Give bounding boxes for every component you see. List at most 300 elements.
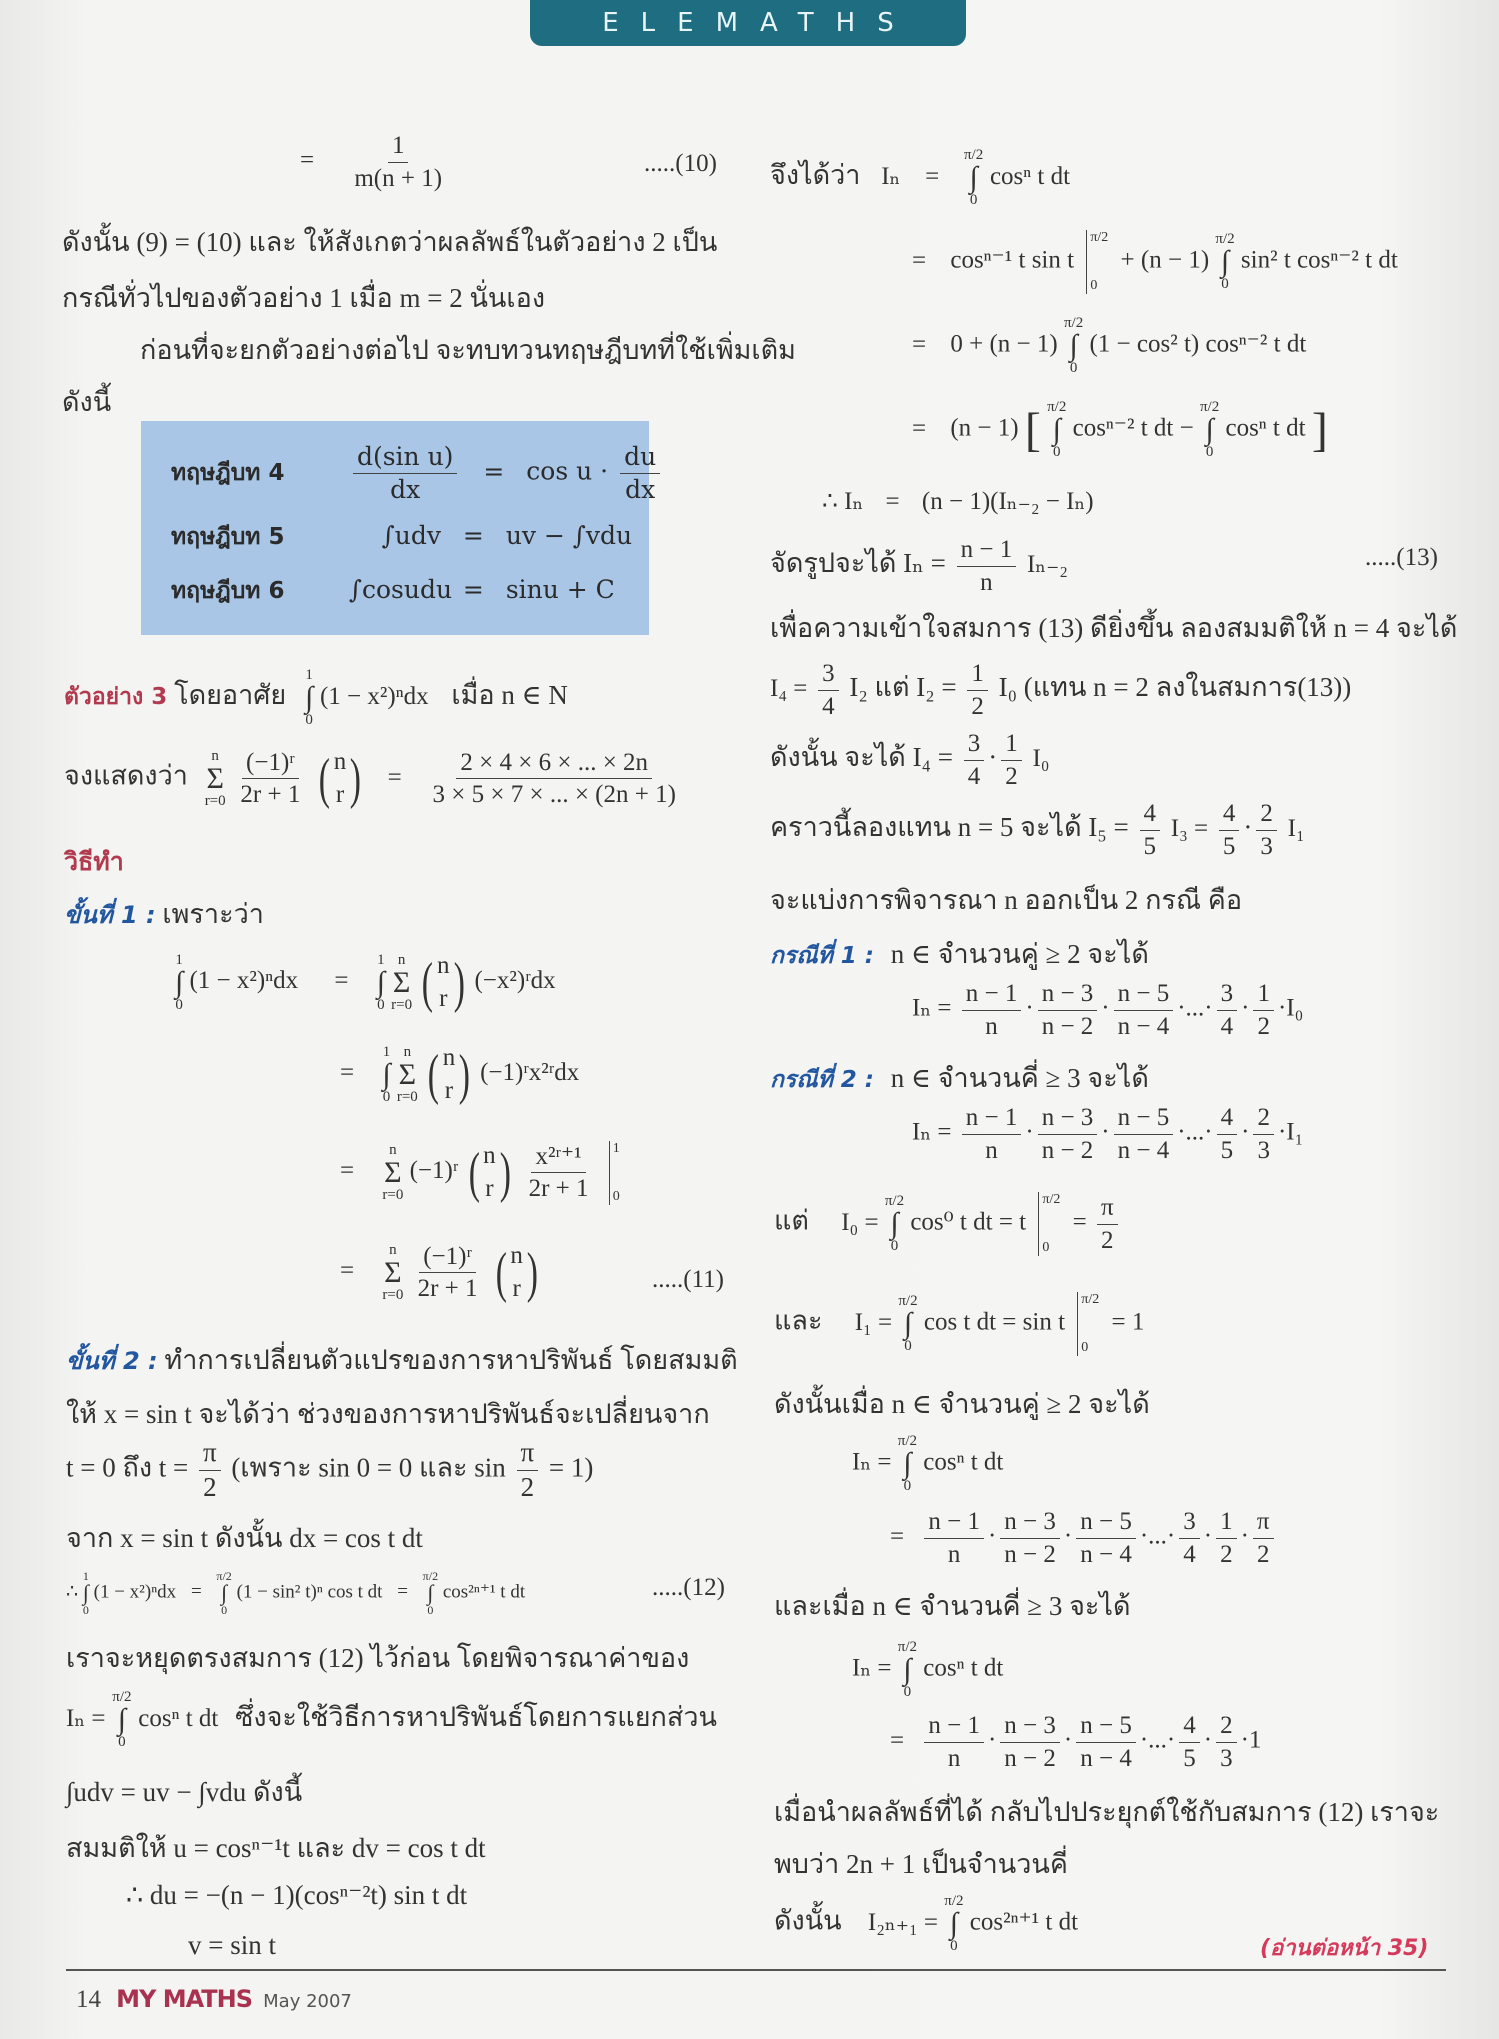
integrand: cosⁿ t dt — [923, 1448, 1004, 1476]
integrand: cos⁰ t dt = t — [910, 1208, 1027, 1236]
term: (n − 1) — [950, 414, 1019, 442]
final-line — [774, 1894, 1078, 1954]
binomial: ( n r ) — [427, 1043, 471, 1106]
term: I₄ = — [770, 675, 808, 703]
fraction — [236, 749, 304, 809]
denominator: 4 — [1220, 1012, 1234, 1040]
upper-limit: π/2 — [1063, 315, 1084, 331]
integrand: cos t dt = sin t — [923, 1308, 1066, 1336]
text: (เพราะ sin 0 = 0 และ sin — [231, 1452, 506, 1483]
denominator: 5 — [1220, 1136, 1234, 1164]
result: = 1 — [1111, 1308, 1145, 1336]
fraction — [1256, 800, 1277, 860]
denominator: 2r + 1 — [417, 1275, 478, 1302]
upper-limit: π/2 — [963, 147, 984, 163]
fraction — [429, 749, 680, 809]
numerator: d(sin u) — [353, 443, 457, 474]
binomial: ( n r ) — [318, 747, 362, 810]
lhs: ∫cosudu — [348, 575, 453, 604]
fraction — [1038, 1104, 1098, 1164]
numerator: 1 — [1253, 980, 1274, 1011]
integrand: cosⁿ t dt — [138, 1705, 219, 1733]
equals-sign: = — [462, 521, 484, 550]
issue-date: May 2007 — [263, 1991, 352, 2012]
denominator: 2 — [1005, 762, 1018, 790]
page-number: 14 — [76, 1986, 101, 2013]
lower-limit: 0 — [612, 1188, 620, 1204]
rhs: cos u · — [526, 456, 609, 486]
denominator: m(n + 1) — [354, 164, 443, 192]
integral: 1 ∫ 0 — [382, 1043, 391, 1105]
odd-product: = $\frac{n - 1}{n}$ · $\frac{n - 3}{n - 2}$ · $\frac{n - 5}{n - 4}$ ·...· $\frac{4}{5}$ · $\frac{2}{3}$ ·1 — [890, 1712, 1262, 1772]
i4-result: ดังนั้น จะได้ I₄ = $\frac{3}{4}$ · $\frac{1}{2}$ I₀ — [770, 730, 1050, 790]
lower-limit: 0 — [1205, 444, 1214, 460]
upper-limit: π/2 — [1215, 231, 1235, 247]
fraction — [525, 1143, 593, 1203]
theorem-box — [141, 421, 657, 635]
upper-limit: π/2 — [897, 1639, 917, 1655]
numerator: 1 — [967, 660, 988, 691]
term: I₀ — [1286, 994, 1304, 1022]
numerator: 3 — [1179, 1508, 1200, 1539]
lower-limit: r=0 — [382, 1186, 404, 1203]
term: I₁ — [1286, 1118, 1304, 1146]
numerator: 4 — [1219, 800, 1240, 831]
step-2-line-6 — [66, 1690, 717, 1750]
integrand: cosⁿ t dt — [923, 1654, 1004, 1682]
numerator: 2 — [1256, 800, 1277, 831]
lhs: Iₙ = — [66, 1705, 106, 1733]
equals-sign: = — [300, 146, 315, 174]
term: + (n − 1) — [1120, 246, 1210, 274]
text: จัดรูปจะได้ Iₙ = — [770, 548, 946, 579]
text: และ — [774, 1305, 823, 1336]
denominator: 2 — [203, 1471, 217, 1502]
apply-line-1: เมื่อนำผลลัพธ์ที่ได้ กลับไปประยุกต์ใช้กับสมการ (12) เราจะ — [774, 1797, 1440, 1827]
text: ซึ่งจะใช้วิธีการหาปริพันธ์โดยการแยกส่วน — [235, 1702, 717, 1733]
integrand: cos²ⁿ⁺¹ t dt — [442, 1581, 526, 1603]
lower-limit: 0 — [221, 1603, 228, 1617]
theorem-6 — [171, 573, 615, 609]
paragraph-line: กรณีทั่วไปของตัวอย่าง 1 เมื่อ m = 2 นั่นเอง — [62, 283, 546, 313]
lhs: Iₙ = — [912, 994, 952, 1022]
integrand: (1 − x²)ⁿdx — [189, 967, 299, 995]
denominator: n — [947, 1540, 961, 1568]
text: คราวนี้ลองแทน n = 5 จะได้ I₅ = — [770, 812, 1129, 843]
fraction — [1000, 1712, 1060, 1772]
fraction — [1076, 1508, 1136, 1568]
denominator: 3 — [1220, 1744, 1233, 1772]
upper-limit: 1 — [175, 951, 183, 968]
numerator: 4 — [1179, 1712, 1200, 1743]
numerator: 2 — [1253, 1104, 1274, 1135]
lower-limit: 0 — [382, 1088, 391, 1105]
denominator: 5 — [1143, 832, 1156, 860]
integral: π/2 ∫ 0 — [1047, 399, 1067, 460]
denominator: 2 — [1256, 1540, 1270, 1568]
lower-limit: 0 — [175, 996, 183, 1013]
derivation-line-2: = cosⁿ⁻¹ t sin t π/2 0 + (n − 1) π/2 ∫ 0 sin² t cosⁿ⁻² t dt — [912, 230, 1398, 293]
upper-limit: 1 — [82, 1569, 89, 1583]
step-heading: ขั้นที่ 1 : — [64, 901, 156, 929]
numerator: 3 — [818, 660, 839, 691]
numerator: n − 5 — [1076, 1508, 1136, 1539]
lower-limit: 0 — [903, 1478, 912, 1494]
denominator: 4 — [967, 762, 981, 790]
paragraph-line: ดังนั้น (9) = (10) และ ให้สังเกตว่าผลลัพธ์ในตัวอย่าง 2 เป็น — [62, 227, 718, 257]
step1-line-2: = 1 ∫ 0 n Σ r=0 ( n r ) (−1)ʳx²ʳdx — [340, 1043, 580, 1106]
step-2-line-9: ∴ du = −(n − 1)(cosⁿ⁻²t) sin t dt — [126, 1880, 468, 1910]
rhs: (n − 1)(Iₙ₋₂ − Iₙ) — [921, 488, 1094, 515]
summation: n Σ r=0 — [396, 1043, 418, 1105]
binom-bottom: r — [444, 1076, 454, 1104]
lhs: ∫udv — [381, 521, 441, 550]
lower-limit: 0 — [969, 192, 978, 208]
numerator: n − 3 — [1038, 1104, 1098, 1135]
denominator: dx — [625, 474, 656, 504]
lower-limit: r=0 — [391, 996, 413, 1013]
lower-limit: 0 — [305, 712, 313, 728]
section-title: ELEMATHS — [602, 8, 916, 38]
denominator: 2r + 1 — [240, 781, 301, 808]
integral: π/2 ∫ 0 — [963, 147, 984, 208]
denominator: 3 × 5 × 7 × ... × (2n + 1) — [432, 781, 676, 808]
denominator: 2r + 1 — [528, 1175, 589, 1202]
lhs: I₁ = — [854, 1308, 893, 1336]
apply-line-2: พบว่า 2n + 1 เป็นจำนวนคี่ — [774, 1849, 1068, 1879]
text: ดังนั้น จะได้ I₄ = — [770, 742, 953, 773]
fraction — [818, 660, 839, 720]
lhs: Iₙ — [881, 163, 901, 191]
denominator: n − 4 — [1080, 1540, 1132, 1568]
upper-limit: 1 — [382, 1043, 391, 1060]
integral: π/2 ∫ 0 — [897, 1639, 917, 1700]
upper-limit: 1 — [377, 951, 385, 968]
binom-top: n — [442, 1044, 456, 1071]
show-label: จงแสดงว่า — [64, 760, 188, 791]
integral: π/2 ∫ 0 — [897, 1433, 917, 1494]
fraction — [962, 980, 1022, 1040]
upper-limit: 1 — [305, 667, 313, 683]
denominator: n − 2 — [1004, 1744, 1056, 1772]
denominator: 5 — [1222, 832, 1236, 860]
integral: π/2 ∫ 0 — [944, 1893, 964, 1954]
term: cosⁿ⁻¹ t sin t — [950, 246, 1075, 274]
upper-limit: π/2 — [422, 1569, 439, 1583]
binomial: ( n r ) — [468, 1141, 511, 1204]
numerator: 3 — [1217, 980, 1238, 1011]
term: (−1)ʳ — [409, 1157, 459, 1185]
upper-limit: π/2 — [1199, 399, 1220, 415]
example-3-show — [64, 746, 684, 811]
fraction — [1000, 1508, 1060, 1568]
fraction — [967, 660, 988, 720]
numerator: n − 5 — [1114, 1104, 1174, 1135]
binom-top: n — [510, 1242, 523, 1269]
lhs: I₂ₙ₊₁ = — [867, 1908, 939, 1936]
integral: π/2 ∫ 0 — [1063, 315, 1084, 376]
section-header-tab — [530, 0, 966, 46]
lower-limit: 0 — [890, 1238, 899, 1254]
text: = 1) — [548, 1452, 594, 1483]
lhs: Iₙ = — [852, 1448, 892, 1476]
integral: 1 ∫ 0 — [82, 1569, 89, 1617]
case-1-heading — [770, 932, 1149, 975]
term: I₀ — [1032, 745, 1050, 773]
fraction — [199, 1438, 221, 1502]
numerator: x²ʳ⁺¹ — [531, 1143, 585, 1174]
step-2-line-10: v = sin t — [188, 1930, 276, 1960]
denominator: 2 — [1220, 1540, 1233, 1568]
numerator: n − 3 — [1038, 980, 1098, 1011]
lhs: Iₙ = — [852, 1654, 892, 1682]
text: ทำการเปลี่ยนตัวแปรของการหาปริพันธ์ โดยสมมติ — [164, 1345, 738, 1375]
fraction — [1216, 1508, 1237, 1568]
numerator: n − 1 — [962, 980, 1022, 1011]
binom-bottom: r — [512, 1274, 521, 1302]
numerator: (−1)ʳ — [419, 1243, 476, 1274]
summation: n Σ r=0 — [204, 747, 226, 809]
upper-limit: n — [403, 1043, 412, 1060]
numerator: 2 × 4 × 6 × ... × 2n — [456, 749, 652, 780]
condition: เมื่อ n ∈ N — [451, 680, 568, 711]
rhs: uv − ∫vdu — [505, 521, 633, 550]
step1-line-3: = n Σ r=0 (−1)ʳ ( n r ) $\frac{\text{x²ʳ⁺¹}}{2r + 1}$ 1 0 — [340, 1140, 620, 1204]
upper-limit: π/2 — [216, 1569, 232, 1583]
term: (−1)ʳx²ʳdx — [480, 1059, 580, 1087]
lower-limit: r=0 — [396, 1088, 418, 1105]
fraction — [1217, 980, 1238, 1040]
i5-line: คราวนี้ลองแทน n = 5 จะได้ I₅ = $\frac{4}{5}$ I₃ = $\frac{4}{5}$ · $\frac{2}{3}$ I₁ — [770, 800, 1305, 860]
numerator: n − 3 — [1000, 1712, 1060, 1743]
binom-bottom: r — [485, 1174, 494, 1202]
denominator: 2 — [520, 1471, 535, 1502]
lower-limit: r=0 — [382, 1286, 404, 1303]
even-integral — [852, 1434, 1003, 1494]
step-1-heading — [64, 892, 264, 935]
case-2-heading — [770, 1056, 1149, 1099]
numerator: π — [517, 1438, 539, 1471]
therefore-symbol: ∴ — [66, 1581, 79, 1603]
integrand: (1 − x²)ⁿdx — [319, 683, 429, 711]
denominator: 4 — [1183, 1540, 1196, 1568]
summation: n Σ r=0 — [391, 951, 413, 1013]
denominator: n − 4 — [1117, 1012, 1170, 1040]
fraction — [1253, 980, 1274, 1040]
upper-limit: n — [211, 747, 219, 764]
upper-limit: π/2 — [897, 1433, 917, 1449]
integral: π/2 ∫ 0 — [898, 1293, 918, 1354]
i0-line — [774, 1192, 1122, 1256]
integral: π/2 ∫ 0 — [1215, 231, 1235, 292]
denominator: n − 2 — [1004, 1540, 1056, 1568]
upper-limit: n — [397, 951, 406, 968]
step-2-line-2: ให้ x = sin t จะได้ว่า ช่วงของการหาปริพันธ์จะเปลี่ยนจาก — [66, 1399, 710, 1429]
step-heading: ขั้นที่ 2 : — [66, 1347, 158, 1375]
binom-bottom: r — [439, 984, 448, 1012]
step-2-line-5: เราจะหยุดตรงสมการ (12) ไว้ก่อน โดยพิจารณาค่าของ — [66, 1643, 690, 1673]
equation-label-10: .....(10) — [644, 150, 717, 177]
step-2-line-4: จาก x = sin t ดังนั้น dx = cos t dt — [66, 1523, 423, 1553]
denominator: 2 — [971, 692, 984, 720]
denominator: n − 4 — [1117, 1136, 1170, 1164]
denominator: 2 — [1101, 1226, 1114, 1254]
integrand: cosⁿ⁻² t dt − — [1072, 414, 1194, 442]
numerator: 3 — [964, 730, 985, 761]
numerator: 1 — [388, 132, 409, 163]
theorem-label: ทฤษฎีบท 4 — [171, 459, 285, 486]
numerator: n − 5 — [1076, 1712, 1136, 1743]
evaluation-bar — [1077, 1292, 1099, 1356]
theorem-label: ทฤษฎีบท 6 — [171, 578, 285, 604]
numerator: (−1)ʳ — [242, 749, 299, 780]
footer — [76, 1985, 352, 2014]
numerator: n − 5 — [1114, 980, 1174, 1011]
denominator: n − 4 — [1080, 1744, 1132, 1772]
lhs: I₀ = — [841, 1208, 879, 1236]
integral: π/2 ∫ 0 — [1199, 399, 1220, 460]
text: จึงได้ว่า — [770, 160, 861, 191]
case-heading: กรณีที่ 2 : — [770, 1067, 874, 1093]
denominator: n − 2 — [1041, 1136, 1094, 1164]
theorem-4 — [171, 443, 664, 503]
fraction — [964, 730, 985, 790]
fraction — [1038, 980, 1098, 1040]
numerator: n − 1 — [924, 1508, 984, 1539]
denominator: 3 — [1257, 1136, 1270, 1164]
step-2-line-8: สมมติให้ u = cosⁿ⁻¹t และ dv = cos t dt — [66, 1833, 486, 1863]
upper-limit: π/2 — [1047, 399, 1067, 415]
term: 0 + (n − 1) — [950, 330, 1058, 358]
upper-limit: π/2 — [944, 1893, 964, 1909]
even-product: = $\frac{n - 1}{n}$ · $\frac{n - 3}{n - 2}$ · $\frac{n - 5}{n - 4}$ ·...· $\frac{3}{4}$ · $\frac{1}{2}$ · $\frac{\pi}{2}$ — [890, 1508, 1278, 1568]
step-2-line-1 — [66, 1338, 738, 1381]
step1-line-1: 1 ∫ 0 (1 − x²)ⁿdx = 1 ∫ 0 n Σ r=0 ( n r ) (−x²)ʳdx — [175, 951, 556, 1014]
solution-heading: วิธีทำ — [64, 847, 124, 876]
fraction — [620, 443, 660, 503]
fraction — [1140, 800, 1161, 860]
lower-limit: r=0 — [204, 792, 226, 809]
term: (−x²)ʳdx — [474, 967, 556, 995]
lower-limit: 0 — [904, 1338, 912, 1354]
text: ดังนั้น — [774, 1905, 842, 1936]
numerator: n − 1 — [962, 1104, 1022, 1135]
integral: π/2 ∫ 0 — [422, 1569, 439, 1617]
fraction — [1253, 1104, 1274, 1164]
odd-integral — [852, 1640, 1003, 1700]
continued-link[interactable]: (อ่านต่อหน้า 35) — [1260, 1936, 1429, 1961]
fraction — [1114, 980, 1174, 1040]
integral: π/2 ∫ 0 — [112, 1689, 132, 1750]
numerator: n − 1 — [924, 1712, 984, 1743]
binom-top: n — [437, 952, 450, 979]
equals-sign: = — [483, 456, 505, 486]
equals-sign: = — [462, 575, 484, 604]
binomial: ( n r ) — [495, 1241, 538, 1304]
lower-limit: 0 — [1090, 278, 1098, 293]
theorem-5 — [171, 519, 632, 555]
numerator: 2 — [1216, 1712, 1237, 1743]
theorem-label: ทฤษฎีบท 5 — [171, 524, 285, 550]
upper-limit: π/2 — [884, 1193, 905, 1209]
derivation-line-3: = 0 + (n − 1) π/2 ∫ 0 (1 − cos² t) cosⁿ⁻² t dt — [912, 315, 1307, 376]
split-cases: จะแบ่งการพิจารณา n ออกเป็น 2 กรณี คือ — [770, 885, 1243, 915]
even-intro: ดังนั้นเมื่อ n ∈ จำนวนคู่ ≥ 2 จะได้ — [774, 1389, 1150, 1419]
fraction — [1216, 1712, 1237, 1772]
denominator: 5 — [1183, 1744, 1196, 1772]
odd-intro: และเมื่อ n ∈ จำนวนคี่ ≥ 3 จะได้ — [774, 1591, 1131, 1621]
upper-limit: 1 — [612, 1140, 620, 1156]
upper-limit: n — [389, 1241, 397, 1258]
fraction — [1217, 1104, 1238, 1164]
integral: 1 ∫ 0 — [305, 667, 314, 728]
case-heading: กรณีที่ 1 : — [770, 943, 874, 969]
case-2-formula: Iₙ = $\frac{n - 1}{n}$ · $\frac{n - 3}{n - 2}$ · $\frac{n - 5}{n - 4}$ ·...· $\frac{4}{5}$ · $\frac{2}{3}$ ·I₁ — [912, 1104, 1304, 1164]
lower-limit: 0 — [1221, 276, 1229, 292]
text: เพราะว่า — [162, 899, 264, 929]
text: โดยอาศัย — [174, 680, 287, 711]
example-heading: ตัวอย่าง 3 — [64, 684, 168, 711]
equation-13 — [770, 536, 1068, 596]
paragraph-line: ก่อนที่จะยกตัวอย่างต่อไป จะทบทวนทฤษฎีบทที่ใช้เพิ่มเติม — [140, 335, 796, 365]
binomial: ( n r ) — [422, 951, 465, 1014]
fraction — [414, 1243, 482, 1303]
integral: 1 ∫ 0 — [376, 951, 385, 1013]
denominator: n — [980, 568, 993, 596]
numerator: 4 — [1217, 1104, 1238, 1135]
summation: n Σ r=0 — [382, 1241, 404, 1303]
text: n ∈ จำนวนคี่ ≥ 3 จะได้ — [890, 1063, 1149, 1093]
i4-line — [770, 660, 1351, 720]
case-1-formula: Iₙ = $\frac{n - 1}{n}$ · $\frac{n - 3}{n - 2}$ · $\frac{n - 5}{n - 4}$ ·...· $\frac{3}{4}$ · $\frac{1}{2}$ ·I₀ — [912, 980, 1304, 1040]
fraction — [1114, 1104, 1174, 1164]
fraction — [924, 1712, 984, 1772]
numerator: 4 — [1140, 800, 1161, 831]
lower-limit: 0 — [1042, 1240, 1050, 1255]
numerator: n − 1 — [957, 536, 1017, 567]
evaluation-bar — [1086, 230, 1108, 294]
lower-limit: 0 — [903, 1684, 912, 1700]
denominator: 4 — [822, 692, 835, 720]
term: 1 — [1248, 1726, 1262, 1754]
fraction — [1219, 800, 1240, 860]
step1-line-4: = n Σ r=0 $\frac{\text{(−1)ʳ}}{2r + 1}$ ( n r ) — [340, 1240, 542, 1305]
integrand: (1 − cos² t) cosⁿ⁻² t dt — [1089, 330, 1307, 358]
derivation-line-4: = (n − 1) [ π/2 ∫ 0 cosⁿ⁻² t dt − π/2 ∫ 0 cosⁿ t dt ] — [912, 399, 1328, 460]
numerator: 1 — [1216, 1508, 1237, 1539]
fraction — [517, 1438, 539, 1502]
integrand: cosⁿ t dt — [1225, 414, 1306, 442]
equation-12: ∴ 1 ∫ 0 (1 − x²)ⁿdx = π/2 ∫ 0 (1 − sin² t)ⁿ cos t dt = π/2 ∫ 0 cos²ⁿ⁺¹ t dt — [66, 1569, 526, 1617]
text: แต่ — [774, 1205, 809, 1236]
fraction — [957, 536, 1017, 596]
example-3-statement — [64, 668, 568, 728]
binom-top: n — [333, 748, 347, 775]
i1-line — [774, 1292, 1144, 1356]
lower-limit: 0 — [950, 1938, 958, 1954]
denominator: 3 — [1260, 832, 1273, 860]
integral: 1 ∫ 0 — [175, 951, 184, 1013]
upper-limit: π/2 — [112, 1689, 132, 1705]
equals-sign: = — [1072, 1208, 1087, 1236]
term: I₁ — [1287, 815, 1305, 843]
upper-limit: π/2 — [1081, 1292, 1100, 1307]
integral: π/2 ∫ 0 — [884, 1193, 905, 1254]
paragraph-line: ดังนี้ — [62, 387, 112, 417]
denominator: n — [947, 1744, 961, 1772]
derivation-line-5: ∴ Iₙ = (n − 1)(Iₙ₋₂ − Iₙ) — [822, 488, 1094, 515]
term: I₂ แต่ I₂ = — [849, 672, 957, 703]
